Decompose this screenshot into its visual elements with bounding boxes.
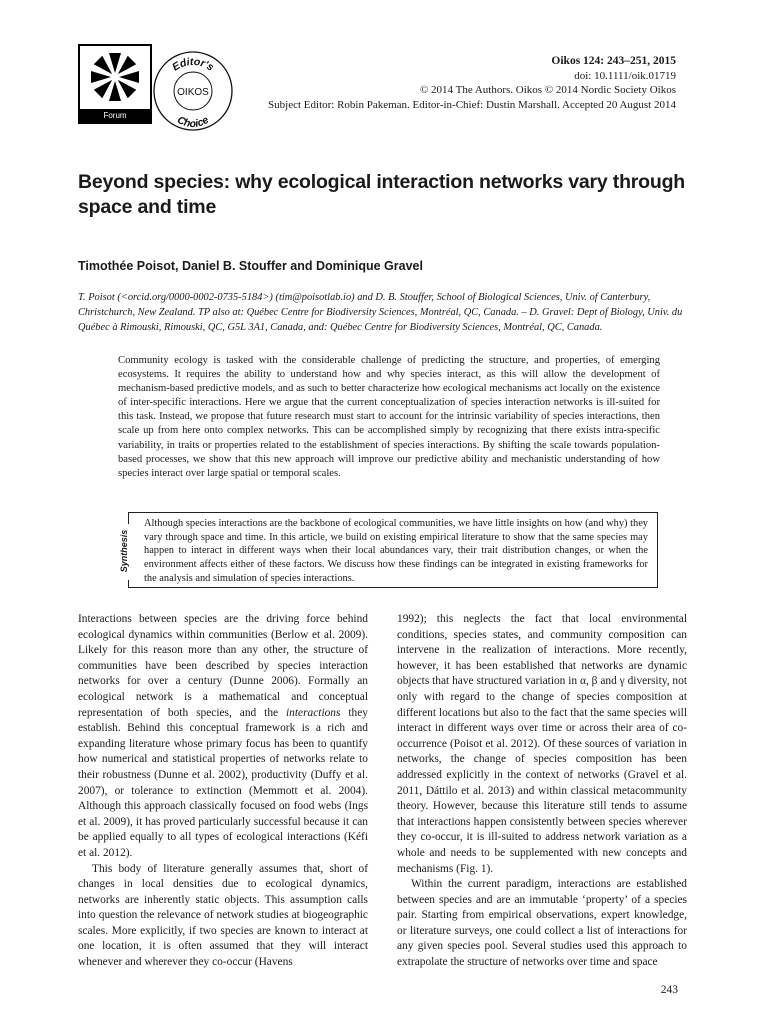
body-paragraph: This body of literature generally assumes that, short of changes in local densities due to ecological dynamics, networks are inherently static objects. This assumption calls into question the relevance of network studies at biogeographic scales. More explicitly, if two species are known to interact at one location, it is often assumed that they will interact whenever and wherever they co-occur (Havens: [78, 862, 368, 969]
pinwheel-icon: [88, 50, 142, 104]
body-text: they establish. Behind this conceptual framework is a rich and expanding literature whose primary focus has been to quantify how numerical and statistical properties of networks relate to their robustness (Dunne et al. 2002), productivity (Duffy et al. 2007), or tolerance to extinction (Memmott et al. 2004). Although this approach classically focused on food webs (Ings et al. 2009), it has proved particularly successful because it can be applied equally to all types of ecological interactions (Kéfi et al. 2012).: [78, 706, 368, 859]
synthesis-text: Although species interactions are the backbone of ecological communities, we have little insights on how (and why) they vary through space and time. In this article, we build on existing empirical literature to show that the same species may happen to interact in different ways when their local abundances vary, their trait distribution changes, or when the environment affects either of these factors. We discuss how these findings can be integrated in existing frameworks for the analysis and simulation of species interactions.: [144, 518, 648, 584]
seal-top-text: Editor's: [170, 55, 216, 74]
svg-text:Editor's: [170, 56, 216, 74]
seal-center-text: OIKOS: [177, 87, 209, 98]
seal-bottom-text: Choice: [175, 113, 211, 131]
journal-info: [236, 54, 676, 112]
article-title: Beyond species: why ecological interaction networks vary through space and time: [78, 171, 686, 218]
synthesis-label-tab: [118, 524, 130, 580]
doi: doi: 10.1111/oik.01719: [574, 69, 676, 82]
abstract: Community ecology is tasked with the considerable challenge of predicting the structure, and properties, of emerging ecosystems. It requires the ability to understand how and why species interact, as this will allow the development of mechanism-based predictive models, and as such to better characterize how ecological mechanisms act locally on the existence of inter-specific interactions. Here we argue that the current conceptualization of species interaction networks is ill-suited for this task. Instead, we propose that future research must start to account for the intrinsic variability of species interactions, then scale up from here onto complex networks. This can be accomplished simply by recognizing that there exists intra-specific variability, in traits or properties related to the establishment of species interactions. By shifting the scale towards population-based processes, we show that this new approach will improve our predictive ability and mechanistic understanding of how species interact over large spatial or temporal scales.: [118, 355, 660, 479]
citation: Oikos 124: 243–251, 2015: [551, 55, 676, 67]
body-paragraph: [78, 612, 368, 862]
editors-choice-seal: [152, 50, 234, 132]
editors-line: Subject Editor: Robin Pakeman. Editor-in-Chief: Dustin Marshall. Accepted 20 August 2014: [268, 98, 676, 111]
authors: Timothée Poisot, Daniel B. Stouffer and Dominique Gravel: [78, 259, 423, 273]
affiliations: T. Poisot (<orcid.org/0000-0002-0735-5184>) (tim@poisotlab.io) and D. B. Stouffer, School of Biological Sciences, Univ. of Canterbury, Christchurch, New Zealand. TP also at: Québec Centre for Biodiversity Sciences, Montréal, QC, Canada. – D. Gravel: Dept of Biology, Univ. du Québec à Rimouski, Rimouski, QC, G5L 3A1, Canada, and: Québec Centre for Biodiversity Sciences, Montréal, QC, Canada.: [78, 292, 683, 333]
body-column-right: [397, 612, 687, 971]
body-text: Interactions between species are the driving force behind ecological dynamics within communities (Berlow et al. 2009). Likely for this reason more than any other, the structure of communities have been described by species interaction networks for over a century (Dunne 2006). Formally an ecological network is a mathematical and conceptual representation of both species, and the: [78, 613, 368, 719]
body-column-left: [78, 612, 368, 971]
body-emphasis: interactions: [286, 706, 341, 719]
synthesis-label: Synthesis: [119, 529, 129, 573]
body-paragraph: 1992); this neglects the fact that local environmental conditions, species states, and community composition can intervene in the realization of interactions. More recently, however, it has been established that networks are dynamic objects that have structured variation in α, β and γ diversity, not only with regard to the change of species composition at different locations but also to the fact that the same species will interact in different ways over time or across their area of co-occurrence (Poisot et al. 2012). Of these sources of variation in networks, the change of species composition has been addressed explicitly in the context of networks (Gravel et al. 2011, Dáttilo et al. 2013) and within classical metacommunity theory. However, because this literature still tends to assume that interactions happen consistently between species wherever they co-occur, it is ill-suited to address network variation as a whole and needs to be supplemented with new concepts and mechanisms (Fig. 1).: [397, 613, 687, 875]
page-number: 243: [660, 984, 678, 996]
synthesis-box: [128, 512, 658, 588]
forum-label: Forum: [80, 109, 150, 122]
body-paragraph: Within the current paradigm, interactions are established between species and are an immutable ‘property’ of a species pair. Starting from empirical observations, expert knowledge, or literature surveys, one could collect a list of interactions for any given species pool. Several studies used this approach to extrapolate the structure of networks over time and space: [397, 878, 687, 969]
copyright: © 2014 The Authors. Oikos © 2014 Nordic Society Oikos: [419, 84, 676, 96]
forum-logo: [78, 44, 152, 124]
